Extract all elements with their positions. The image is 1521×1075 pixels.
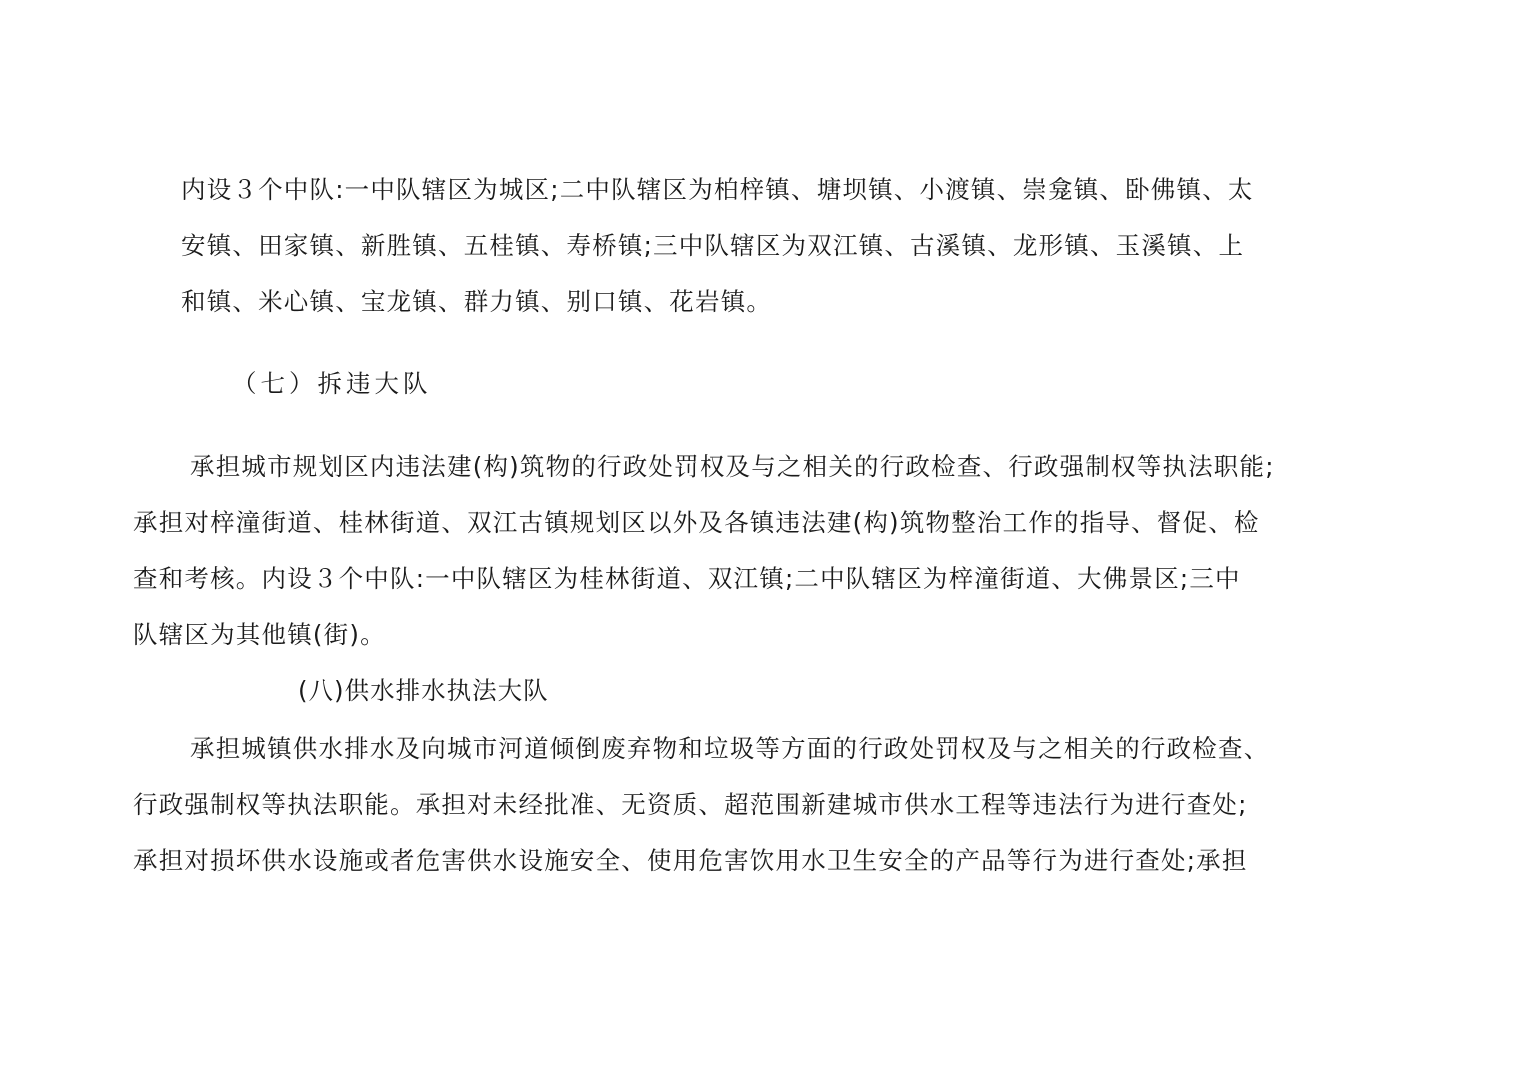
section-heading-7: （七）拆违大队	[232, 369, 432, 398]
text-line: 行政强制权等执法职能。承担对未经批准、无资质、超范围新建城市供水工程等违法行为进行查处;	[133, 790, 1248, 819]
text-line: 队辖区为其他镇(街)。	[133, 620, 386, 649]
text-line: 承担城镇供水排水及向城市河道倾倒废弃物和垃圾等方面的行政处罚权及与之相关的行政检查、	[190, 734, 1270, 763]
text-line: 安镇、田家镇、新胜镇、五桂镇、寿桥镇;三中队辖区为双江镇、古溪镇、龙形镇、玉溪镇、上	[181, 231, 1245, 260]
text-line: 承担对梓潼街道、桂林街道、双江古镇规划区以外及各镇违法建(构)筑物整治工作的指导、督促、检	[133, 508, 1260, 537]
section-heading-8: (八)供水排水执法大队	[298, 676, 549, 705]
text-line: 内设３个中队:一中队辖区为城区;二中队辖区为柏梓镇、塘坝镇、小渡镇、崇龛镇、卧佛镇、太	[181, 175, 1254, 204]
text-line: 查和考核。内设３个中队:一中队辖区为桂林街道、双江镇;二中队辖区为梓潼街道、大佛景区;三中	[133, 564, 1241, 593]
text-line: 和镇、米心镇、宝龙镇、群力镇、别口镇、花岩镇。	[181, 287, 773, 316]
text-line: 承担城市规划区内违法建(构)筑物的行政处罚权及与之相关的行政检查、行政强制权等执法职能;	[190, 452, 1275, 481]
text-line: 承担对损坏供水设施或者危害供水设施安全、使用危害饮用水卫生安全的产品等行为进行查处;承担	[133, 846, 1248, 875]
